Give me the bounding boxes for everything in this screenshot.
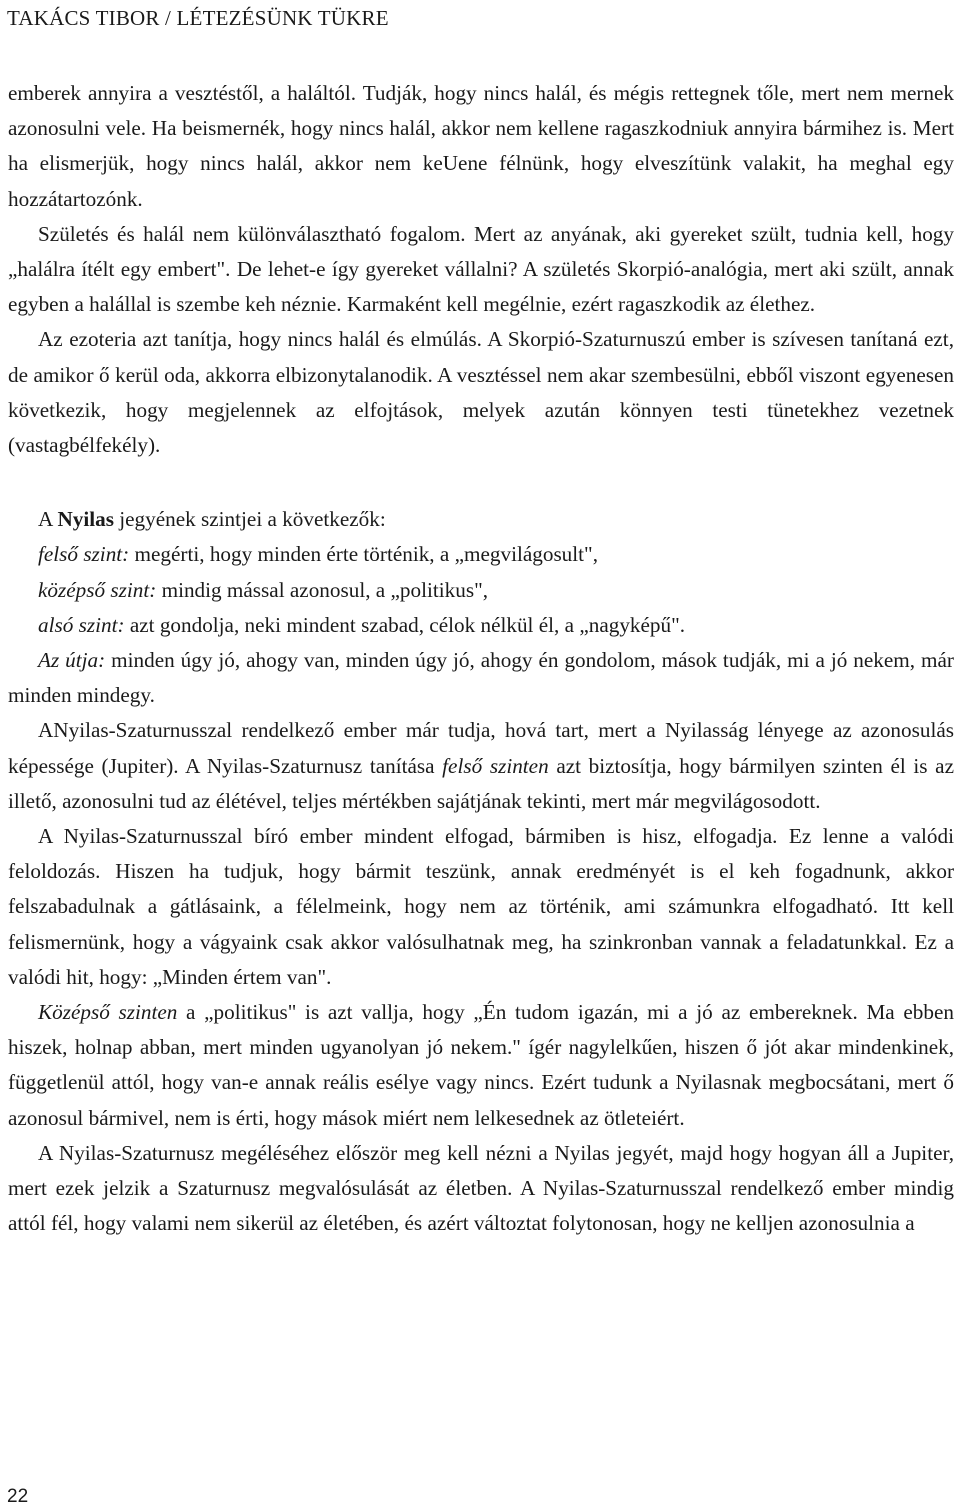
paragraph-8-italic: Középső szinten	[38, 1000, 178, 1025]
level-lower-label: alsó szint:	[38, 612, 125, 637]
page-number: 22	[7, 1486, 29, 1507]
level-middle-text: mindig mással azonosul, a „politikus",	[156, 577, 489, 602]
intro-prefix: A	[38, 507, 58, 532]
paragraph-6-part-b: azt biztosítja, hogy bármilyen szinten él is az illető, azonosulni tud az élétével, teljes mértékben sajátjának tekinti, mert már megvilágosodott.	[8, 753, 954, 813]
level-middle-label: középső szint:	[38, 577, 157, 602]
paragraph-8	[8, 995, 954, 1136]
paragraph-9: A Nyilas-Szaturnusz megéléséhez először meg kell nézni a Nyilas jegyét, majd hogy hogyan áll a Jupiter, mert ezek jelzik a Szaturnusz megvalósulását az életben. A Nyilas-Szaturnusszal rendelkező ember mindig attól fél, hogy valami nem sikerül az életében, és azért változtat folytonosan, hogy ne kelljen azonosulnia a	[8, 1140, 954, 1236]
section-gap	[8, 463, 954, 502]
intro-suffix: jegyének szintjei a következők:	[113, 507, 386, 532]
paragraph-levels-intro	[8, 502, 954, 537]
path-text: minden úgy jó, ahogy van, minden úgy jó, ahogy én gondolom, mások tudják, mi a jó nekem, már minden mindegy.	[8, 648, 954, 708]
paragraph-8-text: a „politikus" is azt vallja, hogy „Én tudom igazán, mi a jó az embereknek. Ma ebben hiszek, holnap abban, mert minden ugyanolyan jó nekem." ígér nagylelkűen, hiszen ő jót akar mindenkinek, függetlenül attól, hogy van-e annak reális esélye vagy nincs. Ezért tudunk a Nyilasnak megbocsátani, mert ő azonosul bármivel, nem is érti, hogy mások miért nem lelkesednek az ötleteiért.	[8, 1000, 954, 1130]
paragraph-6-part-a: ANyilas-Szaturnusszal rendelkező ember már tudja, hová tart, mert a Nyilasság lényege az azonosulás képessége (Jupiter). A Nyilas-Szaturnusz tanítása	[8, 718, 954, 778]
path-label: Az útja:	[38, 648, 106, 673]
paragraph-3: Az ezoteria azt tanítja, hogy nincs halál és elmúlás. A Skorpió-Szaturnuszú ember is szívesen tanítaná ezt, de amikor ő kerül oda, akkorra elbizonytalanodik. A vesztéssel nem akar szembesülni, ebből viszont egyenesen következik, hogy megjelennek az elfojtások, melyek azután könnyen testi tünetekhez vezetnek (vastagbélfekély).	[8, 327, 954, 458]
paragraph-2: Születés és halál nem különválasztható fogalom. Mert az anyának, aki gyereket szült, tudnia kell, hogy „halálra ítélt egy embert". De lehet-e így gyereket vállalni? A születés Skorpió-analógia, mert aki szült, annak egyben a halállal is szembe keh néznie. Karmaként kell megélnie, ezért ragaszkodik az élethez.	[8, 221, 954, 317]
paragraph-7: A Nyilas-Szaturnusszal bíró ember mindent elfogad, bármiben is hisz, elfogadja. Ez lenne a valódi feloldozás. Hiszen ha tudjuk, hogy bármit teszünk, annak eredményét is el keh fogadnunk, akkor felszabadulnak a gátlásaink, a félelmeink, hogy nem az történik, ami számunkra elfogadható. Itt kell felismernünk, hogy a vágyaink csak akkor valósulhatnak meg, ha szinkronban vannak a feladatunkkal. Ez a valódi hit, hogy: „Minden értem van".	[8, 824, 954, 989]
body-text	[8, 76, 954, 1242]
paragraph-6-italic: felső szinten	[442, 753, 549, 778]
level-lower-text: azt gondolja, neki mindent szabad, célok nélkül él, a „nagyképű".	[124, 612, 686, 637]
paragraph-1: emberek annyira a vesztéstől, a haláltól. Tudják, hogy nincs halál, és mégis rettegnek tőle, mert nem mernek azonosulni vele. Ha beismernék, hogy nincs halál, akkor nem kellene ragaszkodniuk annyira bármihez is. Mert ha elismerjük, hogy nincs halál, akkor nem keUene félnünk, hogy elveszítünk valakit, ha meghal egy hozzátartozónk.	[8, 81, 954, 211]
level-lower	[8, 608, 954, 643]
level-middle	[8, 573, 954, 608]
paragraph-6	[8, 713, 954, 819]
level-upper	[8, 537, 954, 572]
level-upper-text: megérti, hogy minden érte történik, a „megvilágosult",	[129, 542, 598, 567]
running-header: TAKÁCS TIBOR / LÉTEZÉSÜNK TÜKRE	[7, 6, 389, 30]
intro-sign-name: Nyilas	[57, 507, 114, 532]
paragraph-path	[8, 643, 954, 713]
level-upper-label: felső szint:	[38, 542, 130, 567]
